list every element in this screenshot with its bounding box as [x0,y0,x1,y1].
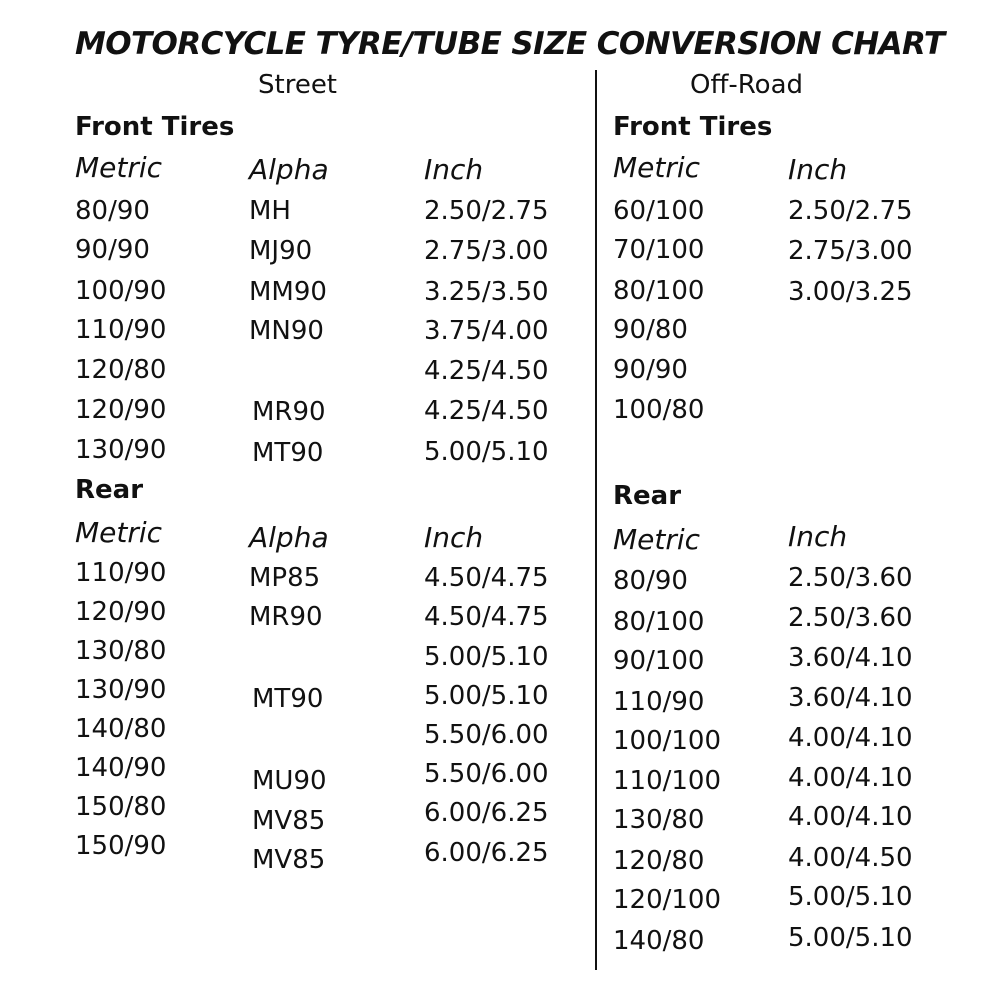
street-front-alpha: MJ90 [249,236,313,266]
offroad-rear-metric: 80/100 [613,607,705,637]
offroad-rear-heading: Rear [613,481,682,511]
street-front-metric: 120/80 [75,355,167,385]
offroad-rear-metric: 80/90 [613,566,688,596]
street-rear-metric: 150/90 [75,831,167,861]
offroad-rear-metric: 110/90 [613,687,705,717]
street-rear-metric: 150/80 [75,792,167,822]
street-front-alpha: MR90 [252,397,326,427]
street-rear-metric: 110/90 [75,558,167,588]
street-rear-alpha-header: Alpha [249,521,329,554]
offroad-rear-inch-header: Inch [788,520,848,553]
street-rear-alpha: MV85 [252,806,326,836]
street-front-inch: 3.75/4.00 [424,316,549,346]
offroad-front-inch: 3.00/3.25 [788,277,913,307]
street-front-alpha: MT90 [252,438,324,468]
street-front-metric: 130/90 [75,435,167,465]
offroad-front-metric: 60/100 [613,196,705,226]
offroad-rear-inch: 4.00/4.10 [788,763,913,793]
column-divider [595,70,597,970]
chart-title: MOTORCYCLE TYRE/TUBE SIZE CONVERSION CHART [75,26,945,62]
street-front-inch: 4.25/4.50 [424,396,549,426]
street-front-inch: 5.00/5.10 [424,437,549,467]
offroad-rear-inch: 5.00/5.10 [788,882,913,912]
street-rear-inch: 5.50/6.00 [424,720,549,750]
street-rear-metric: 130/90 [75,675,167,705]
street-front-metric: 80/90 [75,196,150,226]
street-front-alpha: MN90 [249,316,324,346]
offroad-rear-inch: 3.60/4.10 [788,643,913,673]
street-front-metric: 100/90 [75,276,167,306]
offroad-rear-inch: 5.00/5.10 [788,923,913,953]
offroad-rear-metric: 120/100 [613,885,722,915]
offroad-rear-inch: 2.50/3.60 [788,603,913,633]
street-rear-inch-header: Inch [424,521,484,554]
street-front-alpha: MH [249,196,291,226]
offroad-front-inch: 2.75/3.00 [788,236,913,266]
street-rear-inch: 5.00/5.10 [424,681,549,711]
street-rear-inch: 5.00/5.10 [424,642,549,672]
offroad-front-inch-header: Inch [788,153,848,186]
offroad-front-metric: 70/100 [613,235,705,265]
street-front-inch: 3.25/3.50 [424,277,549,307]
street-rear-metric: 130/80 [75,636,167,666]
offroad-rear-metric-header: Metric [613,523,701,556]
street-front-metric: 120/90 [75,395,167,425]
street-front-inch: 4.25/4.50 [424,356,549,386]
street-front-alpha: MM90 [249,277,327,307]
offroad-rear-metric: 90/100 [613,646,705,676]
street-front-alpha-header: Alpha [249,153,329,186]
street-rear-alpha: MT90 [252,684,324,714]
offroad-rear-metric: 130/80 [613,805,705,835]
street-rear-inch: 6.00/6.25 [424,798,549,828]
street-rear-alpha: MU90 [252,766,327,796]
offroad-rear-inch: 4.00/4.10 [788,723,913,753]
offroad-front-inch: 2.50/2.75 [788,196,913,226]
street-rear-inch: 4.50/4.75 [424,602,549,632]
street-rear-metric: 140/80 [75,714,167,744]
offroad-front-metric: 90/90 [613,355,688,385]
offroad-rear-inch: 3.60/4.10 [788,683,913,713]
street-rear-alpha: MP85 [249,563,321,593]
street-rear-metric: 140/90 [75,753,167,783]
street-front-metric-header: Metric [75,151,163,184]
offroad-rear-metric: 100/100 [613,726,722,756]
street-front-inch: 2.75/3.00 [424,236,549,266]
street-front-inch: 2.50/2.75 [424,196,549,226]
offroad-rear-inch: 4.00/4.50 [788,843,913,873]
street-front-heading: Front Tires [75,112,235,142]
offroad-rear-metric: 110/100 [613,766,722,796]
street-rear-alpha: MR90 [249,602,323,632]
street-rear-inch: 6.00/6.25 [424,838,549,868]
street-front-metric: 110/90 [75,315,167,345]
street-rear-inch: 5.50/6.00 [424,759,549,789]
offroad-front-metric: 90/80 [613,315,688,345]
street-front-inch-header: Inch [424,153,484,186]
offroad-rear-inch: 4.00/4.10 [788,802,913,832]
offroad-rear-inch: 2.50/3.60 [788,563,913,593]
street-front-metric: 90/90 [75,235,150,265]
street-rear-metric-header: Metric [75,516,163,549]
street-rear-metric: 120/90 [75,597,167,627]
offroad-front-metric: 100/80 [613,395,705,425]
offroad-rear-metric: 140/80 [613,926,705,956]
street-rear-alpha: MV85 [252,845,326,875]
offroad-front-heading: Front Tires [613,112,773,142]
street-section-label: Street [258,70,338,100]
offroad-section-label: Off-Road [690,70,804,100]
offroad-front-metric-header: Metric [613,151,701,184]
street-rear-heading: Rear [75,475,144,505]
street-rear-inch: 4.50/4.75 [424,563,549,593]
offroad-front-metric: 80/100 [613,276,705,306]
offroad-rear-metric: 120/80 [613,846,705,876]
